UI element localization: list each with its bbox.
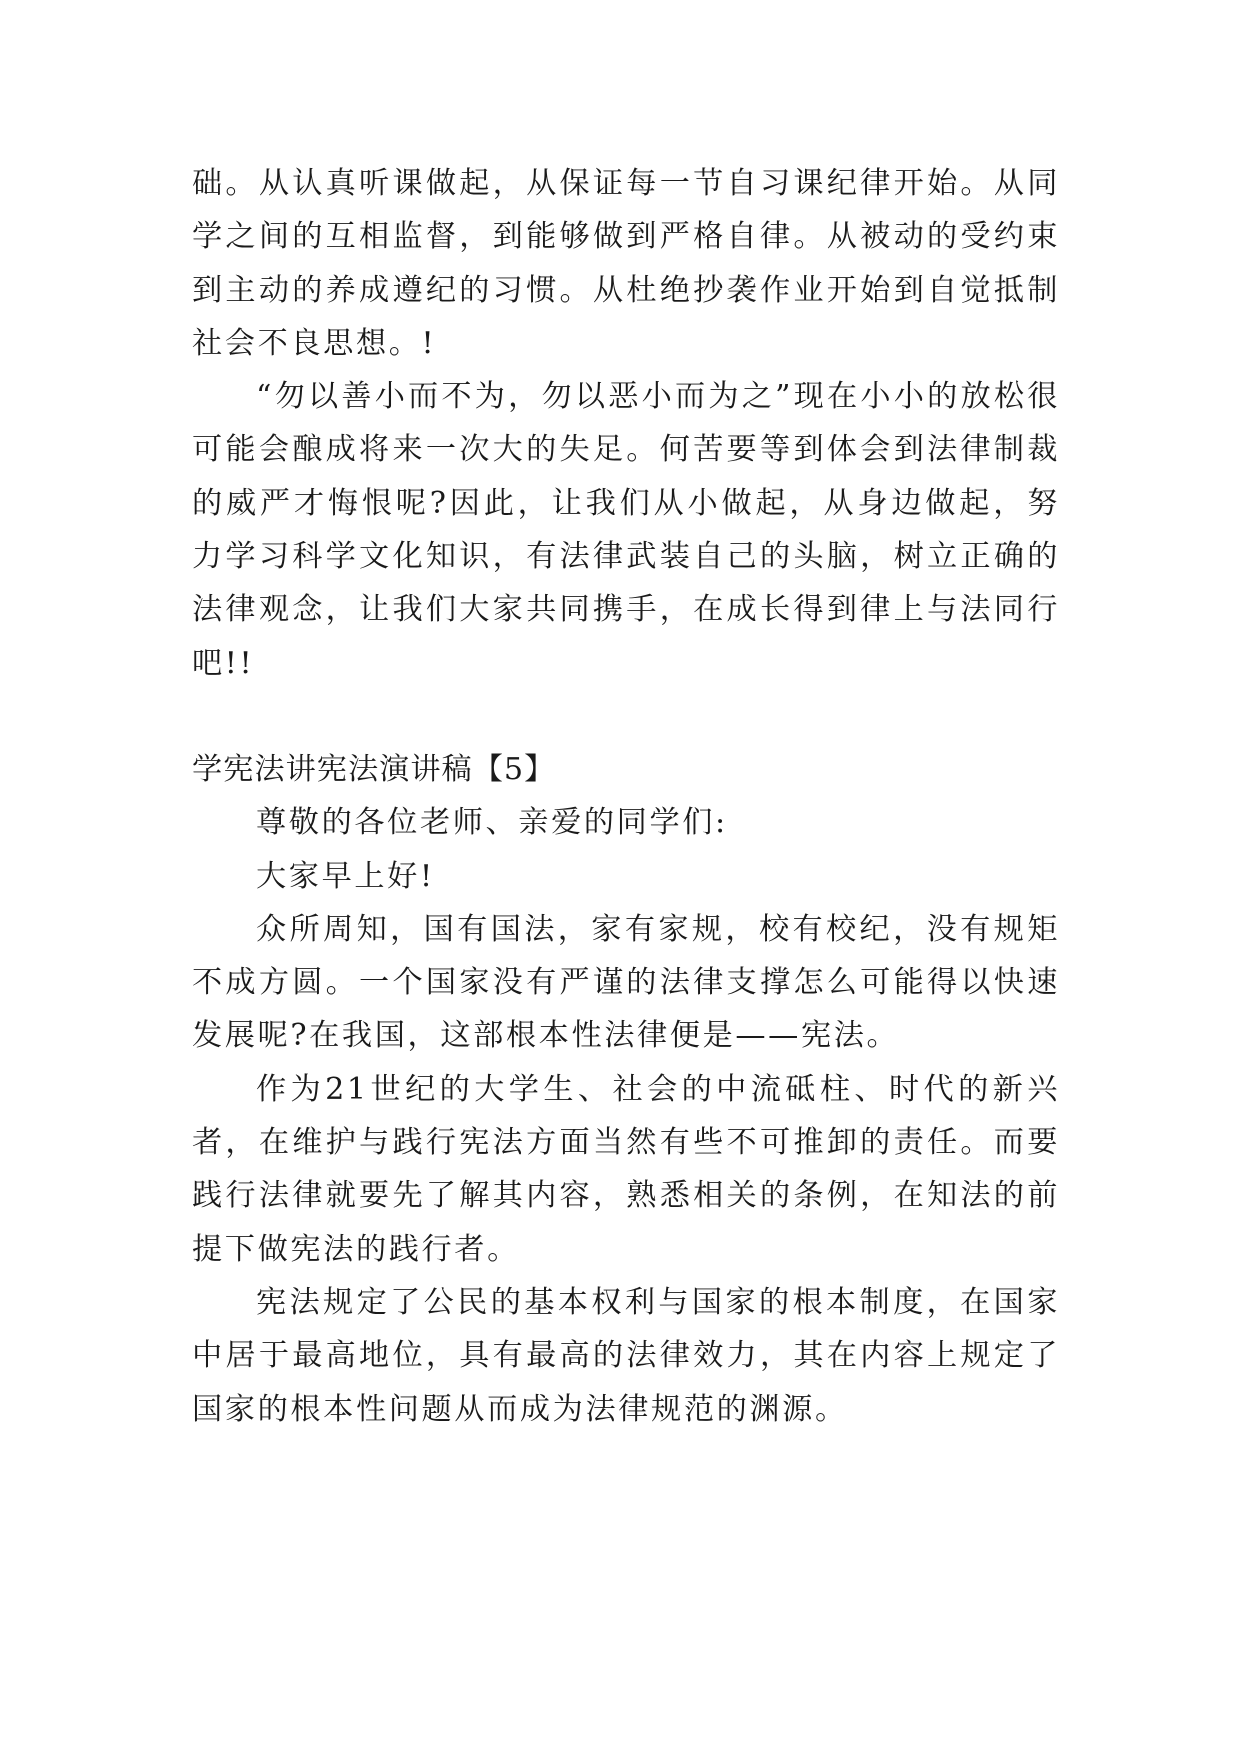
paragraph-intro: 众所周知，国有国法，家有家规，校有校纪，没有规矩不成方圆。一个国家没有严谨的法律支撑怎么可能得以快速发展呢?在我国，这部根本性法律便是——宪法。 <box>192 911 1060 1054</box>
paragraph-constitution: 宪法规定了公民的基本权利与国家的根本制度，在国家中居于最高地位，具有最高的法律效力，其在内容上规定了国家的根本性问题从而成为法律规范的渊源。 <box>192 1284 1060 1427</box>
section-heading: 学宪法讲宪法演讲稿【5】 <box>192 751 556 787</box>
paragraph-greeting: 大家早上好! <box>256 858 435 894</box>
paragraph-quote: “勿以善小而不为，勿以恶小而为之”现在小小的放松很可能会酿成将来一次大的失足。何苦要等到体会到法律制裁的威严才悔恨呢?因此，让我们从小做起，从身边做起，努力学习科学文化知识，有法律武装自己的头脑，树立正确的法律观念，让我们大家共同携手，在成长得到律上与法同行吧!! <box>192 379 1060 681</box>
paragraph-continuation: 础。从认真听课做起，从保证每一节自习课纪律开始。从同学之间的互相监督，到能够做到严格自律。从被动的受约束到主动的养成遵纪的习惯。从杜绝抄袭作业开始到自觉抵制社会不良思想。! <box>192 166 1060 361</box>
paragraph-salutation: 尊敬的各位老师、亲爱的同学们: <box>256 805 728 841</box>
paragraph-responsibility: 作为21世纪的大学生、社会的中流砥柱、时代的新兴者，在维护与践行宪法方面当然有些不可推卸的责任。而要践行法律就要先了解其内容，熟悉相关的条例，在知法的前提下做宪法的践行者。 <box>192 1071 1060 1267</box>
document-body <box>192 157 1060 1436</box>
